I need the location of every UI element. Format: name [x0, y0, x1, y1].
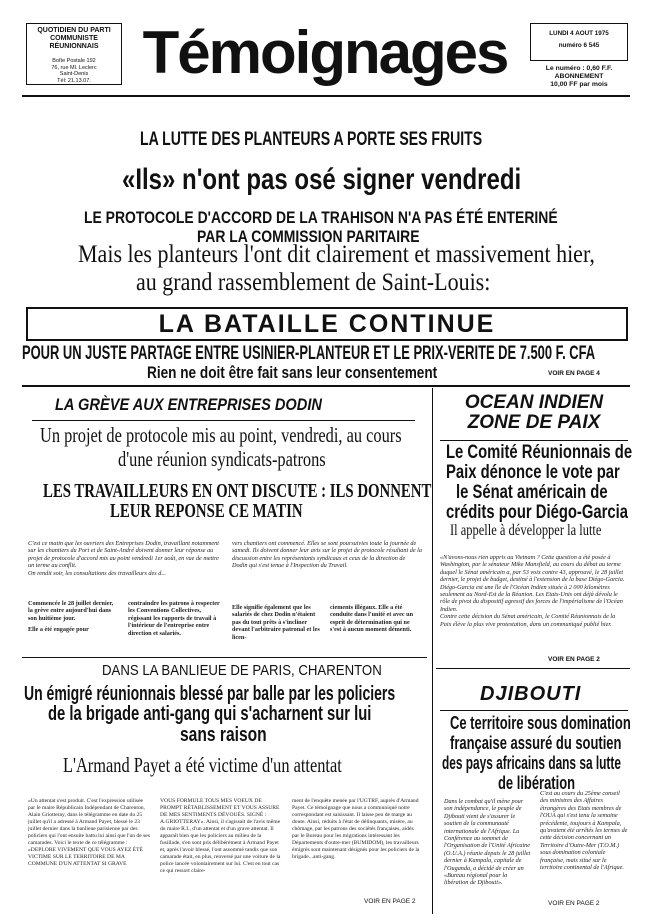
dodin-head-2: d'une réunion syndicats-patrons	[118, 447, 326, 471]
address-line-4: Tél: 21.13.07.	[57, 77, 91, 84]
ocean-head-3: le Sénat américain de	[456, 482, 608, 503]
dodin-intro-left-text-2: On rendit soir, les consultations des travailleurs des d...	[28, 569, 166, 577]
dodin-kicker: LA GRÈVE AUX ENTREPRISES DODIN	[55, 395, 322, 414]
dodin-deck-2: LEUR REPONSE CE MATIN	[110, 500, 303, 522]
dodin-col-1-text: Commencée le 28 juillet dernier, la grève entre aujourd'hui dans son huitième jour.	[28, 600, 114, 622]
ocean-kicker-box	[440, 393, 628, 437]
djibouti-kicker: DJIBOUTI	[480, 683, 582, 705]
price-single: Le numéro : 0,60 F.F.	[545, 65, 613, 72]
dodin-kicker-underline	[32, 420, 415, 421]
lead-rule	[22, 385, 630, 387]
lead-banner-box	[26, 307, 628, 341]
payet-col-1: «Un attentat s'est produit. C'est l'expression utilisée par le maire Républicain Indépendant de Charenton, Alain Griotteray, dans le télégramme en date du 25 juillet qu'il a adressé à Armand Payet, blessé le 23 juillet dernier dans la banlieue parisienne par des policiers qui l'ont ensuite battu lui ainsi que l'un de ses camarades. Voici le texte de ce télégramme : «DEPLORE VIVEMENT QUE VOUS AYEZ ÉTÉ VICTIME SUR LE TERRITOIRE DE MA COMMUNE D'UN ATTENTAT SI GRAVE	[28, 798, 150, 867]
ocean-head-4: crédits pour Diégo-Garcia	[446, 502, 629, 523]
lead-deck-2: PAR LA COMMISSION PARITAIRE	[197, 227, 420, 246]
lead-sub-2: au grand rassemblement de Saint-Louis:	[136, 269, 491, 296]
payet-head-2: de la brigade anti-gang qui s'acharnent sur lui	[48, 703, 372, 725]
ocean-kicker-1: OCEAN INDIEN	[464, 392, 604, 413]
masthead-left-box	[26, 23, 122, 85]
payet-head-3: sans raison	[180, 724, 267, 746]
address-line-1: Boîte Postale 192	[52, 58, 96, 64]
ocean-kicker-2: ZONE DE PAIX	[467, 412, 601, 433]
djibouti-head-4: de libération	[498, 773, 576, 793]
address-line-2: 76, rue Ml. Leclerc	[51, 64, 97, 71]
ocean-para-1: «N'avons-nous rien appris au Vietnam ? Cette question a été posée à Washington, par le sénateur Mike Mansfield, au cours du débat au terme duquel le Sénat américain a, par 53 voix contre 43, approuvé, le 28 juillet dernier, le projet de budget, destiné à l'extension de la base Diégo-Garcia.	[440, 554, 625, 584]
lead-banner: LA BATAILLE CONTINUE	[158, 310, 496, 338]
payet-col-2: VOUS FORMULE TOUS MES VOEUX DE PROMPT RÉTABLISSEMENT ET VOUS ASSURE DE MES SENTIMENTS DÉVOUÉS. SIGNÉ : A.GRIOTTERAY». Ainsi, il s'agissait de l'avis même du maire R.I., d'un attentat et d'un grave attentat. Il apparaît bien que les policiers au milieu de la fusillade, s'en sont pris délibérément à Armand Payet et, après l'avoir blessé, l'ont assommé tandis que son camarade était, en plus, renversé par une voiture de la police lancée volontairement sur lui. C'est en tout cas ce qui ressort claire-	[160, 798, 281, 874]
lead-sub-1: Mais les planteurs l'ont dit clairement et massivement hier,	[78, 241, 595, 268]
djibouti-col-1: Dans le combat qu'il mène pour son indépendance, le peuple de Djibouti vient de s'assurer le soutien de la communauté internationale de l'Afrique. La Conférence au sommet de l'Organisation de l'Unité Africaine (O.U.A.) réunie depuis le 28 juillet dernier à Kampala, capitale de l'Ouganda, a décidé de créer un «Bureau régional pour la libération de Djibouti».	[444, 798, 531, 887]
ocean-sub: Il appelle à développer la lutte	[450, 522, 602, 539]
party-line-3: RÉUNIONNAIS	[49, 43, 99, 50]
ocean-headline	[446, 443, 650, 523]
price-subscription: 10,00 FF par mois	[550, 81, 608, 88]
ocean-para-2: Diégo-Garcia est une île de l'Océan Indien située à 2 000 kilomètres seulement au Nord-Est de la Réunion. Les Etats-Unis ont déjà dévolu le rôle de pivot du dispositif agressif des forces de l'impérialisme de l'Océan Indien.	[440, 583, 623, 613]
lead-line-2: Rien ne doit être fait sans leur consentement	[147, 363, 438, 382]
ocean-head-1: Le Comité Réunionnais de	[446, 442, 633, 463]
party-line-2: COMMUNISTE	[50, 35, 98, 42]
payet-head-1: Un émigré réunionnais blessé par balle par les policiers	[24, 683, 396, 705]
djibouti-col-2: C'est au cours du 25ème conseil des ministres des Affaires étrangères des Etats membres de l'OUA qui s'est tenu la semaine précédente, toujours à Kampala, qu'avaient été arrêtés les termes de cette décision concernant un Territoire d'Outre-Mer (T.O.M.) sous domination coloniale française, mais situé sur le territoire continental de l'Afrique.	[540, 790, 628, 872]
djibouti-headline	[442, 713, 650, 793]
djibouti-head-3: des pays africains dans sa lutte	[442, 753, 621, 773]
dodin-intro-right: vers chantiers ont commencé. Elles se sont poursuivies toute la journée de samedi. Ils doivent donner leur avis sur le projet de protocole résultant de la discussion entre les représentants syndicaux et ceux de la direction de Dodin qui s'est tenue à l'Inspection du Travail.	[232, 540, 422, 570]
masthead-rule	[22, 95, 630, 97]
masthead-right-box	[530, 23, 628, 88]
address-line-3: Saint-Denis	[59, 71, 89, 77]
ocean-head-2: Paix dénonce le vote par	[446, 462, 620, 483]
payet-continued: VOIR EN PAGE 2	[364, 898, 416, 905]
dodin-col-1	[28, 600, 116, 656]
column-divider	[432, 388, 433, 914]
djibouti-kicker-rule	[440, 710, 628, 711]
party-line-1: QUOTIDIEN DU PARTI	[37, 27, 111, 34]
dodin-col-4: ciements illégaux. Elle a été conduite dans l'unité et avec un esprit de détermination qui ne s'est à aucun moment démenti.	[330, 604, 414, 634]
issue-date: LUNDI 4 AOUT 1975	[549, 30, 609, 37]
dodin-deck-1: LES TRAVAILLEURS EN ONT DISCUTE : ILS DONNENT	[43, 480, 432, 502]
ocean-kicker-rule	[440, 440, 628, 441]
dodin-col-1-text-2: Elle a été engagée pour	[28, 626, 89, 634]
lead-line-1: POUR UN JUSTE PARTAGE ENTRE USINIER-PLANTEUR ET LE PRIX-VERITE DE 7.500 F. CFA	[22, 343, 596, 364]
ocean-rule	[436, 668, 630, 669]
payet-sub: L'Armand Payet a été victime d'un attentat	[63, 753, 342, 777]
dodin-head-1: Un projet de protocole mis au point, vendredi, au cours	[40, 423, 402, 447]
djibouti-continued: VOIR EN PAGE 2	[548, 900, 600, 907]
ocean-body	[440, 554, 628, 654]
dodin-intro-left-text: C'est ce matin que les ouvriers des Entreprises Dodin, travaillant notamment sur les chantiers du Port et de Saint-André doivent donner leur réponse au projet de protocole d'accord mis au point vendredi 1er août, en vue de mettre un terme au conflit.	[28, 540, 219, 570]
djibouti-head-2: française assuré du soutien	[450, 733, 622, 753]
lead-kicker: LA LUTTE DES PLANTEURS A PORTE SES FRUITS	[140, 129, 483, 150]
payet-kicker: DANS LA BANLIEUE DE PARIS, CHARENTON	[102, 662, 382, 679]
ocean-continued: VOIR EN PAGE 2	[548, 656, 600, 663]
dodin-intro-left	[28, 540, 224, 600]
dodin-col-3: Elle signifie également que les salariés de chez Dodin n'étaient pas du tout prêts à s'incliner devant l'arbitraire patronal et les licen-	[232, 604, 320, 641]
lead-headline: «Ils» n'ont pas osé signer vendredi	[122, 163, 522, 196]
dodin-col-2: contraindre les patrons à respecter les Conventions Collectives, régissant les rapports de travail à l'intérieur de l'entreprise entre direction et salariés.	[128, 600, 220, 637]
price-subscription-label: ABONNEMENT	[554, 73, 604, 80]
dodin-rule	[22, 657, 427, 658]
lead-continued: VOIR EN PAGE 4	[548, 370, 600, 377]
payet-col-3: ment de l'enquête menée par l'UGTRF, auprès d'Armand Payet. Ce témoignage que nous a communiqué notre correspondant est saisissant. Il laisse peu de marge au doute. Ainsi, réduits à l'état de délinquants, misère, au chômage, par les patrons des sociétés françaises, aidés par le Bureau pour les migrations intéressant les Départements d'outre-mer (BUMIDOM), les travailleurs émigrés sont maintenant désignés pour les policiers de la brigade...anti-gang.	[292, 798, 420, 860]
lead-deck-1: LE PROTOCOLE D'ACCORD DE LA TRAHISON N'A PAS ÉTÉ ENTERINÉ	[84, 208, 558, 227]
ocean-para-3: Contre cette décision du Sénat américain, le Comité Réunionnais de la Paix élève la plus vive protestation, dans un communiqué publié hier.	[440, 613, 616, 628]
djibouti-head-1: Ce territoire sous domination	[450, 713, 631, 733]
issue-number: numéro 6 545	[558, 42, 600, 49]
newspaper-title: Témoignages	[142, 19, 508, 86]
